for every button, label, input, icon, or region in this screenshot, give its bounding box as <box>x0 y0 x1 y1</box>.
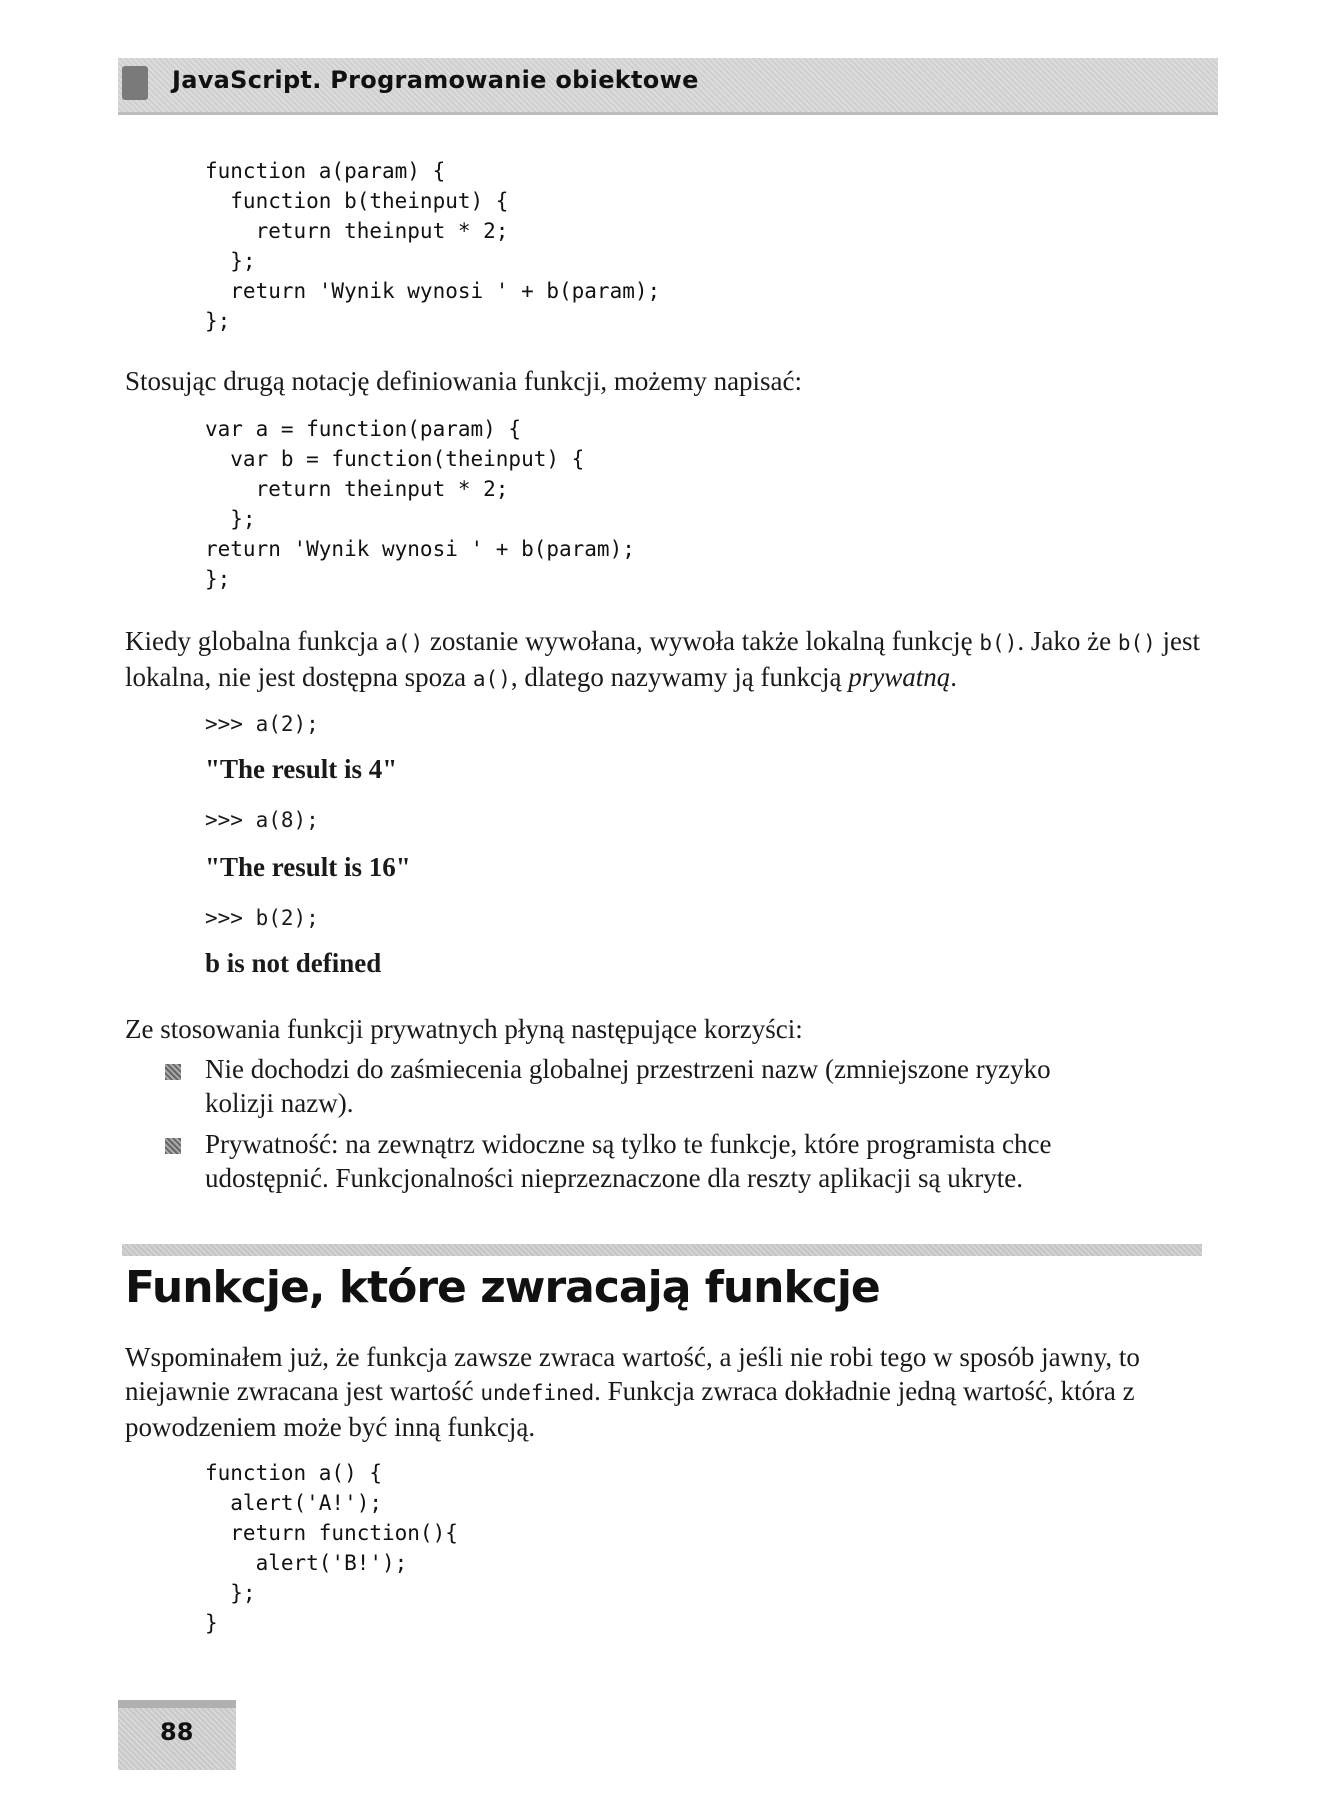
code-block-return-function: function a() { alert('A!'); return function(){ alert('B!'); }; } <box>205 1461 458 1635</box>
paragraph-private-functions: Kiedy globalna funkcja a() zostanie wywołana, wywoła także lokalną funkcję b(). Jako że b() jest lokalna, nie jest dostępna spoza a(), dlatego nazywamy ją funkcją prywatną. <box>125 626 1200 692</box>
console-prompt: >>> b(2); <box>205 906 319 930</box>
page-number: 88 <box>160 1718 194 1746</box>
bullet-marker <box>165 1138 181 1154</box>
bullet-item: Nie dochodzi do zaśmiecenia globalnej przestrzeni nazw (zmniejszone ryzyko kolizji nazw). <box>205 1054 1051 1118</box>
code-block-function-expression: var a = function(param) { var b = function(theinput) { return theinput * 2; }; return 'Wynik wynosi ' + b(param); }; <box>205 417 635 591</box>
console-result: "The result is 4" <box>205 754 398 784</box>
console-prompt: >>> a(8); <box>205 808 319 832</box>
bullet-item: Prywatność: na zewnątrz widoczne są tylko te funkcje, które programista chce udostępnić. Funkcjonalności nieprzeznaczone dla reszty aplikacji są ukryte. <box>205 1129 1052 1193</box>
paragraph-second-notation: Stosując drugą notację definiowania funkcji, możemy napisać: <box>125 366 803 396</box>
console-result: b is not defined <box>205 948 382 978</box>
paragraph-return-functions: Wspominałem już, że funkcja zawsze zwraca wartość, a jeśli nie robi tego w sposób jawny, to niejawnie zwracana jest wartość undefined. Funkcja zwraca dokładnie jedną wartość, która z powodzeniem może być inną funkcją. <box>125 1342 1140 1442</box>
running-header-title: JavaScript. Programowanie obiektowe <box>172 66 699 94</box>
console-result: "The result is 16" <box>205 852 411 882</box>
code-block-nested-function: function a(param) { function b(theinput) { return theinput * 2; }; return 'Wynik wynosi ' + b(param); }; <box>205 159 661 333</box>
bullet-marker <box>165 1064 181 1080</box>
section-heading: Funkcje, które zwracają funkcje <box>125 1262 880 1313</box>
section-rule <box>122 1244 1202 1256</box>
paragraph-benefits-intro: Ze stosowania funkcji prywatnych płyną następujące korzyści: <box>125 1014 803 1044</box>
console-prompt: >>> a(2); <box>205 712 319 736</box>
header-marker <box>122 66 148 100</box>
